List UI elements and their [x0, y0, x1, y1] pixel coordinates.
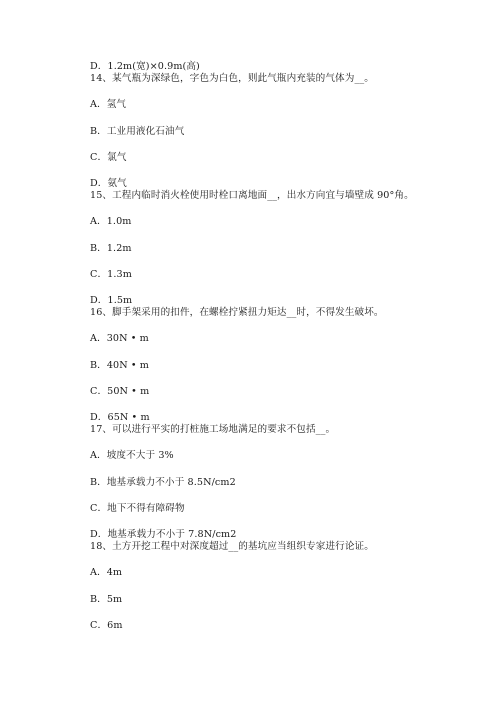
q16-option-c: C．50N • m: [90, 386, 150, 397]
q14-option-c: C．氯气: [90, 152, 127, 163]
q17-option-b: B．地基承载力不小于 8.5N/cm2: [90, 477, 236, 488]
q18-option-c: C．6m: [90, 620, 123, 631]
q16-option-d: D．65N • m: [90, 412, 150, 423]
q14-option-b: B．工业用液化石油气: [90, 126, 185, 137]
q18-question: 18、土方开挖工程中对深度超过__的基坑应当组织专家进行论证。: [90, 541, 374, 552]
q17-option-c: C．地下不得有障碍物: [90, 503, 185, 514]
q15-question: 15、工程内临时消火栓使用时栓口离地面__，出水方向宜与墙壁成 90°角。: [90, 190, 414, 201]
q16-question: 16、脚手架采用的扣件，在螺栓拧紧扭力矩达__时，不得发生破坏。: [90, 307, 384, 318]
q15-option-b: B．1.2m: [90, 243, 132, 254]
q14-question: 14、某气瓶为深绿色，字色为白色，则此气瓶内充装的气体为__。: [90, 73, 374, 84]
q17-option-a: A．坡度不大于 3%: [90, 450, 174, 461]
q16-option-b: B．40N • m: [90, 360, 150, 371]
q17-option-d: D．地基承载力不小于 7.8N/cm2: [90, 529, 237, 540]
q13-option-d: D．1.2m(宽)×0.9m(高): [90, 61, 200, 72]
q15-option-d: D．1.5m: [90, 295, 133, 306]
q15-option-a: A．1.0m: [90, 216, 132, 227]
q14-option-d: D．氨气: [90, 178, 127, 189]
q15-option-c: C．1.3m: [90, 269, 132, 280]
q18-option-a: A．4m: [90, 567, 123, 578]
q18-option-b: B．5m: [90, 594, 123, 605]
q16-option-a: A．30N • m: [90, 333, 149, 344]
q14-option-a: A．氢气: [90, 99, 127, 110]
q17-question: 17、可以进行平实的打桩施工场地满足的要求不包括__。: [90, 424, 336, 435]
